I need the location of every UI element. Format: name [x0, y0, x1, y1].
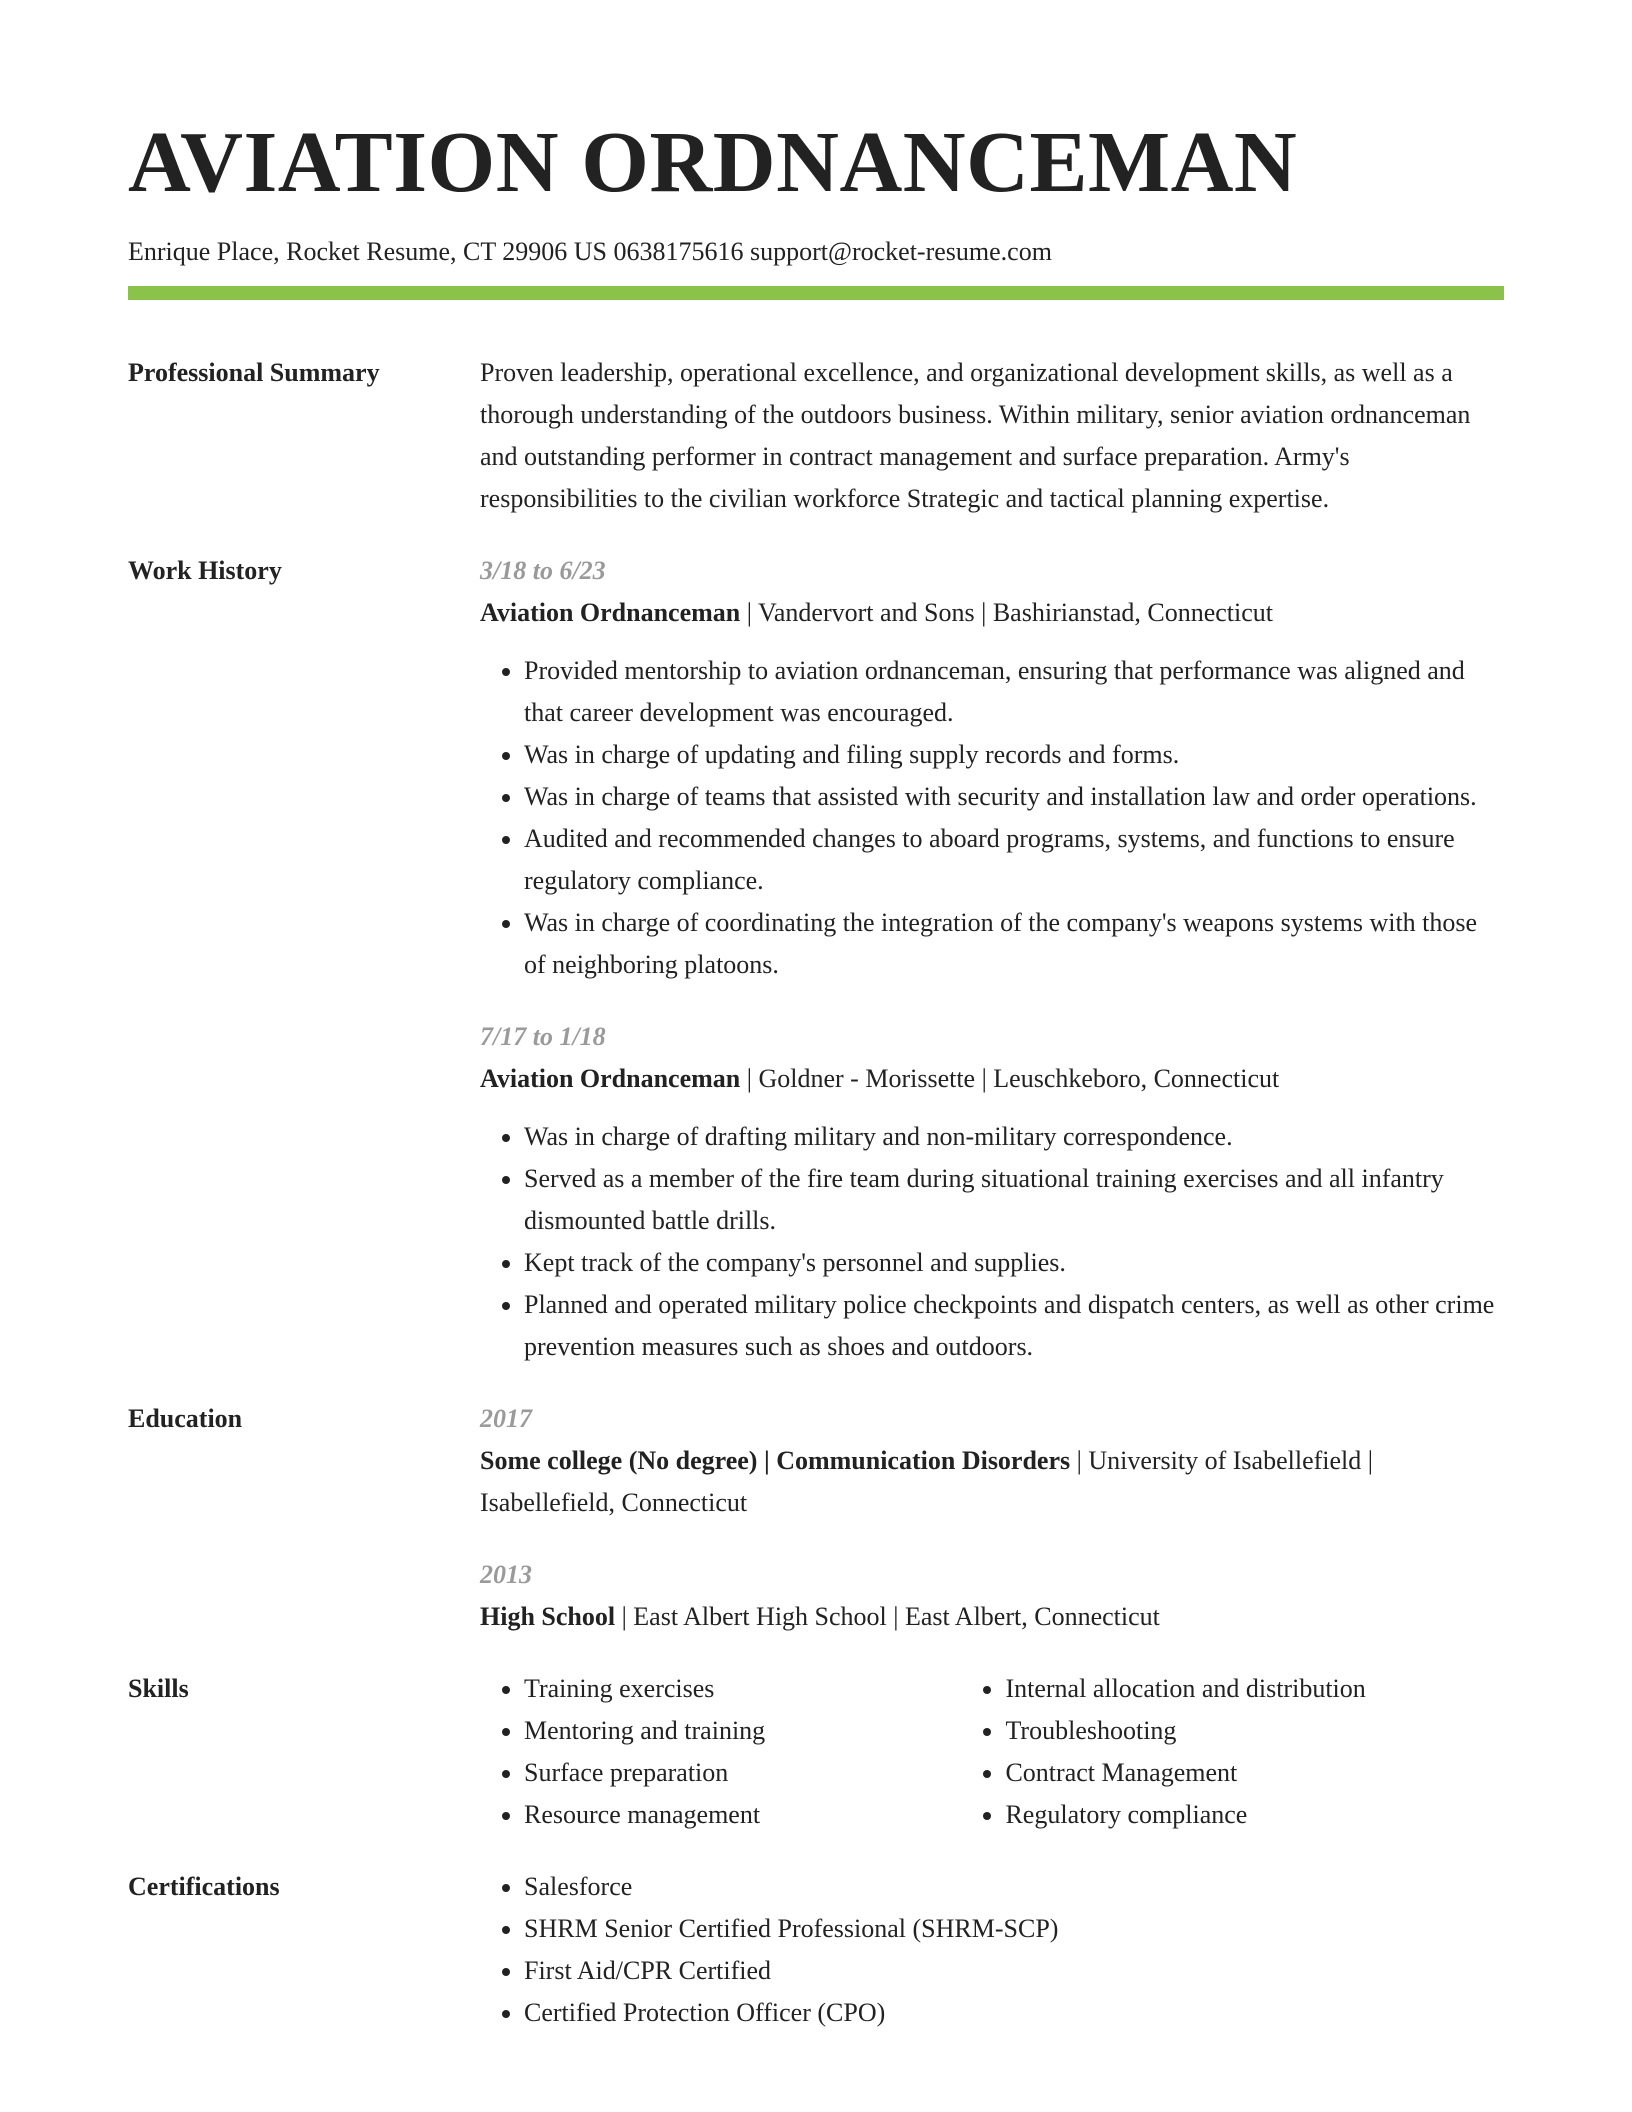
skills-section [128, 1668, 1504, 1836]
list-item: • Kept track of the company's personnel and supplies. [524, 1242, 1500, 1284]
education-section [128, 1398, 1504, 1638]
education-year: 2013 [480, 1560, 532, 1589]
school-details: | University of Isabellefield | Isabellefield, Connecticut [480, 1446, 1373, 1517]
education-entry [480, 1398, 1500, 1524]
candidate-name: AVIATION ORDNANCEMAN [128, 113, 1298, 210]
job-entry [480, 1016, 1500, 1368]
job-dates: 7/17 to 1/18 [480, 1022, 606, 1051]
list-item: • First Aid/CPR Certified [524, 1950, 1500, 1992]
degree: High School [480, 1602, 616, 1631]
list-item: • Served as a member of the fire team during situational training exercises and all infantry dismounted battle drills. [524, 1158, 1500, 1242]
job-title: Aviation Ordnanceman [480, 598, 741, 627]
education-year: 2017 [480, 1404, 532, 1433]
list-item: • Was in charge of drafting military and non-military correspondence. [524, 1116, 1500, 1158]
job-bullets [480, 650, 1500, 986]
section-label: Professional Summary [128, 358, 380, 387]
education-entry [480, 1554, 1500, 1638]
job-role [480, 592, 1500, 634]
list-item: • Mentoring and training [524, 1710, 961, 1752]
skills-list-left [480, 1668, 961, 1836]
list-item: • Resource management [524, 1794, 961, 1836]
education-role [480, 1596, 1500, 1638]
school-details: | East Albert High School | East Albert, Connecticut [615, 1602, 1160, 1631]
list-item: • Surface preparation [524, 1752, 961, 1794]
list-item: • Provided mentorship to aviation ordnanceman, ensuring that performance was aligned and that career development was encouraged. [524, 650, 1500, 734]
job-details: | Vandervort and Sons | Bashirianstad, Connecticut [740, 598, 1273, 627]
job-bullets [480, 1116, 1500, 1368]
job-role [480, 1058, 1500, 1100]
list-item: • Certified Protection Officer (CPO) [524, 1992, 1500, 2034]
list-item: • Training exercises [524, 1668, 961, 1710]
list-item: • Salesforce [524, 1866, 1500, 1908]
list-item: • Audited and recommended changes to aboard programs, systems, and functions to ensure regulatory compliance. [524, 818, 1500, 902]
work-history-section [128, 550, 1504, 1368]
section-label: Certifications [128, 1872, 280, 1901]
contact-line: Enrique Place, Rocket Resume, CT 29906 US 0638175616 support@rocket-resume.com [128, 237, 1052, 266]
degree: Some college (No degree) | Communication Disorders [480, 1446, 1071, 1475]
job-title: Aviation Ordnanceman [480, 1064, 741, 1093]
list-item: • Was in charge of teams that assisted with security and installation law and order operations. [524, 776, 1500, 818]
certifications-list [480, 1866, 1500, 2034]
job-details: | Goldner - Morissette | Leuschkeboro, Connecticut [740, 1064, 1280, 1093]
list-item: • Internal allocation and distribution [1005, 1668, 1500, 1710]
job-entry [480, 550, 1500, 986]
job-dates: 3/18 to 6/23 [480, 556, 606, 585]
list-item: • Planned and operated military police checkpoints and dispatch centers, as well as other crime prevention measures such as shoes and outdoors. [524, 1284, 1500, 1368]
list-item: • Troubleshooting [1005, 1710, 1500, 1752]
list-item: • Regulatory compliance [1005, 1794, 1500, 1836]
list-item: • SHRM Senior Certified Professional (SHRM-SCP) [524, 1908, 1500, 1950]
list-item: • Was in charge of updating and filing supply records and forms. [524, 734, 1500, 776]
list-item: • Contract Management [1005, 1752, 1500, 1794]
section-label: Work History [128, 556, 282, 585]
education-role [480, 1440, 1500, 1524]
section-label: Education [128, 1404, 243, 1433]
resume-header [128, 113, 1504, 269]
skills-list-right [961, 1668, 1500, 1836]
header-divider [128, 286, 1504, 300]
resume-body [128, 352, 1504, 2034]
certifications-section [128, 1866, 1504, 2034]
section-label: Skills [128, 1674, 189, 1703]
list-item: • Was in charge of coordinating the integration of the company's weapons systems with those of neighboring platoons. [524, 902, 1500, 986]
summary-text: Proven leadership, operational excellence, and organizational development skills, as well as a thorough understanding of the outdoors business. Within military, senior aviation ordnanceman and outstanding performer in contract management and surface preparation. Army's responsibilities to the civilian workforce Strategic and tactical planning expertise. [480, 358, 1471, 513]
summary-section [128, 352, 1504, 520]
